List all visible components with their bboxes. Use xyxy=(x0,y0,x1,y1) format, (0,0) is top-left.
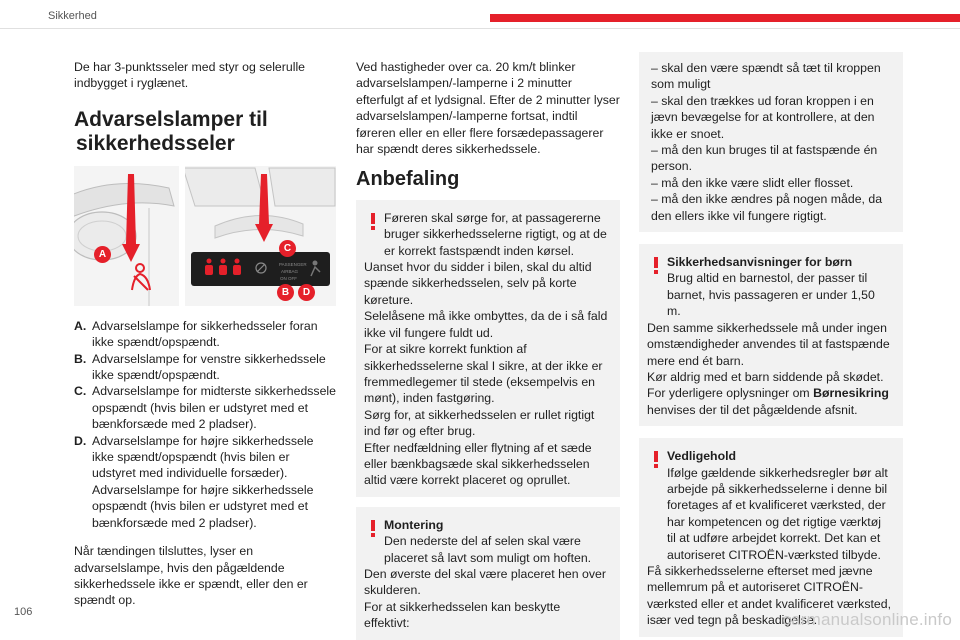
notice-line: Kør aldrig med et barn siddende på skødet. xyxy=(647,369,884,384)
callout-d: D xyxy=(298,284,315,301)
column-1 xyxy=(74,59,336,609)
section-heading xyxy=(74,108,336,156)
heading-line-1: Advarselslamper til xyxy=(74,107,268,131)
speed-warning-text: Ved hastigheder over ca. 20 km/t blinker advarselslampen/-lamperne i 2 minutter efterfulgt af et lydsignal. Efter de 2 minutter lyser advarselslampen/-lamperne fortsat, indtil føreren eller en eller flere forsædepassagerer har spændt deres sikkerhedssele. xyxy=(356,60,620,157)
warning-exclamation-icon xyxy=(650,451,662,469)
list-item xyxy=(74,433,336,531)
notice-title: Vedligehold xyxy=(667,449,737,464)
warning-exclamation-icon xyxy=(650,257,662,275)
notice-line: Få sikkerhedsselerne efterset med jævne mellemrum på et autoriseret CITROËN-værksted eller et andet kvalificeret værksted, især ved tegn på beskadigelse. xyxy=(647,563,891,628)
seatbelt-warning-figure xyxy=(74,166,336,306)
notice-title: Sikkerhedsanvisninger for børn xyxy=(667,255,853,270)
list-item-key: D. xyxy=(74,433,87,448)
seatbelt-icon xyxy=(132,264,150,290)
panel-label-airbag: AIRBAG xyxy=(281,268,299,274)
roof-panel-illustration xyxy=(185,166,336,306)
list-item-text xyxy=(92,433,336,531)
notice-box-mounting xyxy=(356,507,620,640)
page-number: 106 xyxy=(14,606,33,618)
notice-line: Uanset hvor du sidder i bilen, skal du altid spænde sikkerhedsselen, selv på korte køreture. xyxy=(364,260,592,307)
notice-box-maintenance xyxy=(639,438,903,636)
list-item-key: C. xyxy=(74,384,87,399)
intro-text: De har 3-punktsseler med styr og selerulle indbygget i ryglænet. xyxy=(74,60,306,91)
list-item-text: Advarselslampe for sikkerhedsseler foran ikke spændt/opspændt. xyxy=(92,318,318,350)
header-divider xyxy=(0,28,960,29)
notice-box-children xyxy=(639,244,903,426)
notice-line: – må den kun bruges til at fastspænde én person. xyxy=(651,143,878,174)
heading-line-2: sikkerhedsseler xyxy=(76,131,235,155)
panel-label-passenger: PASSENGER xyxy=(279,261,307,267)
column-3 xyxy=(639,52,903,637)
notice-line: Sørg for, at sikkerhedsselen er rullet rigtigt ind før og efter brug. xyxy=(364,407,595,439)
notice-line: For at sikkerhedsselen kan beskytte effektivt: xyxy=(364,599,561,631)
list-item-text: Advarselslampe for midterste sikkerhedssele opspændt (hvis bilen er udstyret med et bænkforsæde med 2 pladser). xyxy=(92,384,336,432)
list-item xyxy=(74,383,336,432)
notice-title: Montering xyxy=(384,517,444,532)
warning-exclamation-icon xyxy=(367,520,379,538)
callout-a: A xyxy=(94,246,111,263)
notice-line: Efter nedfældning eller flytning af et sæde eller bænkbagsæde skal sikkerhedsselen altid være korrekt placeret og oprullet. xyxy=(364,440,592,488)
list-item-text-part-2: Advarselslampe for højre sikkerhedssele opspændt (hvis bilen er udstyret med et bænkforsæde med 2 pladser). xyxy=(92,482,314,530)
notice-line: – må den ikke være slidt eller flosset. xyxy=(651,175,854,190)
list-item-key: A. xyxy=(74,318,87,333)
notice-lead: Brug altid en barnestol, der passer til barnet, hvis passageren er under 1,50 m. xyxy=(667,271,875,319)
notice-line: Den øverste del skal være placeret hen over skulderen. xyxy=(364,566,606,598)
notice-box-belt-rules xyxy=(639,52,903,232)
notice-lead: Føreren skal sørge for, at passagererne bruger sikkerhedsselerne rigtigt, og at de er korrekt fastspændt inden kørsel. xyxy=(384,210,607,258)
notice-line: – må den ikke ændres på nogen måde, da den ellers ikke vil fungere rigtigt. xyxy=(651,192,883,223)
ignition-note: Når tændingen tilsluttes, lyser en advarselslampe, hvis den pågældende sikkerhedssele ikke er spændt, eller den er spændt op. xyxy=(74,544,308,608)
warning-lamp-list xyxy=(74,318,336,531)
notice-line: For at sikre korrekt funktion af sikkerhedsselerne skal I sikre, at der ikke er fremmedlegemer til stede (eksempelvis en mønt), inden fastgøring. xyxy=(364,342,603,406)
list-item-text: Advarselslampe for venstre sikkerhedssele ikke spændt/opspændt. xyxy=(92,351,326,383)
recommendation-heading: Anbefaling xyxy=(356,168,460,191)
notice-line: – skal den være spændt så tæt til kroppen som muligt xyxy=(651,61,881,92)
header-accent-bar xyxy=(490,14,960,22)
panel-label-on-off: ON OFF xyxy=(280,275,297,281)
warning-exclamation-icon xyxy=(367,213,379,231)
column-2 xyxy=(356,59,620,640)
notice-lead: Ifølge gældende sikkerhedsregler bør alt arbejde på sikkerhedsselerne i denne bil foretages af et kvalificeret værksted, der har kompetencen og det rigtige værktøj til at udføre arbejdet korrekt. Det kan et autoriseret CITROËN-værksted tilbyde. xyxy=(667,465,888,562)
notice-lead: Den nederste del af selen skal være placeret så lavt som muligt om hoften. xyxy=(384,534,592,565)
section-title: Sikkerhed xyxy=(48,10,97,22)
notice-line: – skal den trækkes ud foran kroppen i en jævn bevægelse for at kontrollere, at den ikke er snoet. xyxy=(651,93,875,141)
notice-line: Selelåsene må ikke ombyttes, da de i så fald ikke vil fungere fuldt ud. xyxy=(364,309,608,340)
notice-reference: For yderligere oplysninger om Børnesikring henvises der til det pågældende afsnit. xyxy=(647,386,889,417)
list-item-key: B. xyxy=(74,351,87,366)
callout-c: C xyxy=(279,240,296,257)
list-item xyxy=(74,351,336,384)
list-item xyxy=(74,318,336,351)
list-item-text-part-1: Advarselslampe for højre sikkerhedssele ikke spændt/opspændt (hvis bilen er udstyret med individuelle forsæder). xyxy=(92,433,314,481)
child-safety-link-text: Børnesikring xyxy=(813,386,889,401)
dashboard-illustration xyxy=(74,166,179,306)
notice-box-driver xyxy=(356,200,620,497)
watermark: carmanualsonline.info xyxy=(782,610,952,629)
notice-line: Den samme sikkerhedssele må under ingen omstændigheder anvendes til at fastspænde mere end ét barn. xyxy=(647,320,890,368)
callout-b: B xyxy=(277,284,294,301)
